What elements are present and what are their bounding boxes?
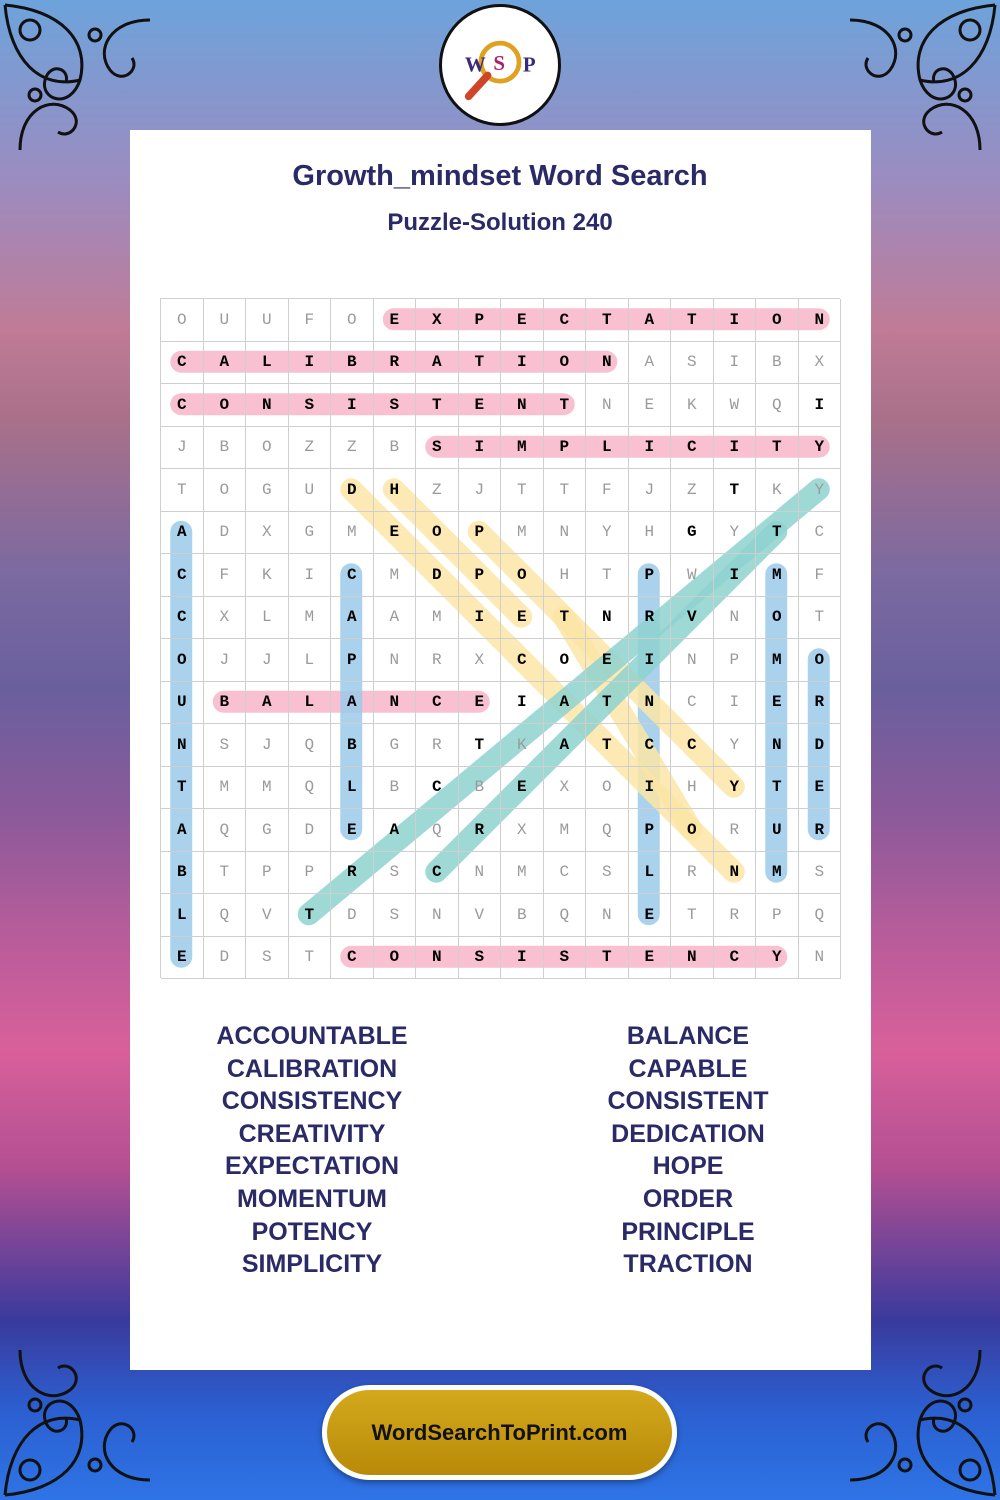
- grid-cell[interactable]: K: [756, 469, 799, 512]
- grid-cell[interactable]: R: [629, 597, 672, 640]
- grid-cell[interactable]: B: [374, 767, 417, 810]
- grid-cell[interactable]: Q: [416, 809, 459, 852]
- grid-cell[interactable]: Y: [714, 512, 757, 555]
- grid-cell[interactable]: R: [714, 809, 757, 852]
- grid-cell[interactable]: P: [459, 299, 502, 342]
- grid-cell[interactable]: O: [416, 512, 459, 555]
- grid-cell[interactable]: R: [331, 852, 374, 895]
- grid-cell[interactable]: R: [416, 724, 459, 767]
- grid-cell[interactable]: B: [756, 342, 799, 385]
- grid-cell[interactable]: B: [204, 427, 247, 470]
- word-item: TRACTION: [623, 1250, 753, 1279]
- grid-cell[interactable]: S: [544, 937, 587, 980]
- grid-cell[interactable]: P: [629, 554, 672, 597]
- word-item: POTENCY: [251, 1217, 373, 1246]
- grid-cell[interactable]: P: [629, 809, 672, 852]
- grid-cell[interactable]: A: [544, 682, 587, 725]
- grid-cell[interactable]: E: [459, 384, 502, 427]
- grid-cell[interactable]: T: [544, 384, 587, 427]
- grid-cell[interactable]: S: [204, 724, 247, 767]
- grid-cell[interactable]: M: [756, 554, 799, 597]
- grid-cell[interactable]: E: [161, 937, 204, 980]
- grid-cell[interactable]: N: [586, 342, 629, 385]
- grid-cell[interactable]: R: [799, 682, 842, 725]
- grid-cell[interactable]: B: [459, 767, 502, 810]
- grid-cell[interactable]: L: [161, 894, 204, 937]
- grid-cell[interactable]: N: [714, 852, 757, 895]
- grid-cell[interactable]: E: [501, 597, 544, 640]
- grid-cell[interactable]: X: [544, 767, 587, 810]
- grid-cell[interactable]: B: [331, 724, 374, 767]
- grid-cell[interactable]: P: [714, 639, 757, 682]
- grid-cell[interactable]: C: [544, 852, 587, 895]
- grid-cell[interactable]: T: [714, 469, 757, 512]
- grid-cell[interactable]: K: [671, 384, 714, 427]
- page-subtitle: Puzzle-Solution 240: [387, 209, 613, 236]
- grid-cell[interactable]: D: [331, 469, 374, 512]
- grid-cell[interactable]: O: [756, 299, 799, 342]
- grid-cell[interactable]: Y: [756, 937, 799, 980]
- grid-cell[interactable]: G: [374, 724, 417, 767]
- grid-cell[interactable]: C: [161, 384, 204, 427]
- grid-cell[interactable]: N: [586, 894, 629, 937]
- grid-cell[interactable]: G: [671, 512, 714, 555]
- grid-cell[interactable]: D: [204, 937, 247, 980]
- grid-cell[interactable]: Q: [799, 894, 842, 937]
- grid-cell[interactable]: X: [416, 299, 459, 342]
- logo-letter-w: W: [464, 52, 486, 77]
- grid-cell[interactable]: O: [544, 342, 587, 385]
- grid-cell[interactable]: X: [459, 639, 502, 682]
- grid-cell[interactable]: H: [629, 512, 672, 555]
- grid-cell[interactable]: J: [161, 427, 204, 470]
- grid-cell[interactable]: L: [629, 852, 672, 895]
- grid-cell[interactable]: Q: [204, 894, 247, 937]
- grid-cell[interactable]: E: [374, 512, 417, 555]
- grid-cell[interactable]: O: [756, 597, 799, 640]
- grid-cell[interactable]: S: [416, 427, 459, 470]
- grid-cell[interactable]: T: [671, 894, 714, 937]
- grid-cell[interactable]: Q: [586, 809, 629, 852]
- word-list-right: [538, 1020, 838, 1281]
- grid-cell[interactable]: E: [331, 809, 374, 852]
- grid-cell[interactable]: T: [586, 682, 629, 725]
- grid-cell[interactable]: M: [246, 767, 289, 810]
- grid-cell[interactable]: D: [416, 554, 459, 597]
- grid-cell[interactable]: O: [204, 384, 247, 427]
- grid-cell[interactable]: I: [501, 937, 544, 980]
- grid-cell[interactable]: O: [586, 767, 629, 810]
- grid-cell[interactable]: Y: [799, 469, 842, 512]
- word-search-grid: [160, 298, 840, 978]
- grid-cell[interactable]: J: [459, 469, 502, 512]
- grid-cell[interactable]: T: [544, 597, 587, 640]
- grid-cell[interactable]: X: [204, 597, 247, 640]
- grid-cell[interactable]: A: [161, 512, 204, 555]
- logo-letter-p: P: [522, 52, 536, 77]
- grid-cell[interactable]: R: [374, 342, 417, 385]
- grid-cell[interactable]: T: [204, 852, 247, 895]
- grid-cell[interactable]: G: [246, 469, 289, 512]
- grid-cell[interactable]: T: [586, 937, 629, 980]
- grid-cell[interactable]: M: [501, 427, 544, 470]
- grid-cell[interactable]: R: [671, 852, 714, 895]
- grid-cell[interactable]: M: [289, 597, 332, 640]
- grid-cell[interactable]: C: [671, 682, 714, 725]
- grid-cell[interactable]: I: [501, 682, 544, 725]
- word-item: PRINCIPLE: [621, 1217, 755, 1246]
- grid-cell[interactable]: T: [416, 384, 459, 427]
- grid-cell[interactable]: C: [331, 937, 374, 980]
- grid-cell[interactable]: N: [586, 384, 629, 427]
- grid-cell[interactable]: A: [416, 342, 459, 385]
- grid-cell[interactable]: F: [586, 469, 629, 512]
- logo-letter-s: S: [493, 50, 505, 75]
- grid-cell[interactable]: O: [799, 639, 842, 682]
- grid-cell[interactable]: P: [331, 639, 374, 682]
- grid-cell[interactable]: O: [331, 299, 374, 342]
- grid-cell[interactable]: N: [799, 937, 842, 980]
- grid-cell[interactable]: T: [756, 427, 799, 470]
- letter-cells: [160, 298, 840, 978]
- grid-cell[interactable]: T: [289, 894, 332, 937]
- grid-cell[interactable]: R: [459, 809, 502, 852]
- grid-cell[interactable]: E: [799, 767, 842, 810]
- grid-cell[interactable]: M: [756, 852, 799, 895]
- grid-cell[interactable]: A: [629, 299, 672, 342]
- grid-cell[interactable]: M: [416, 597, 459, 640]
- grid-cell[interactable]: N: [374, 682, 417, 725]
- grid-cell[interactable]: G: [246, 809, 289, 852]
- grid-cell[interactable]: A: [544, 724, 587, 767]
- magnifier-logo-icon: [442, 7, 558, 123]
- grid-cell[interactable]: V: [459, 894, 502, 937]
- grid-cell[interactable]: V: [671, 597, 714, 640]
- grid-cell[interactable]: O: [374, 937, 417, 980]
- grid-cell[interactable]: E: [756, 682, 799, 725]
- grid-cell[interactable]: S: [289, 384, 332, 427]
- grid-cell[interactable]: K: [246, 554, 289, 597]
- grid-cell[interactable]: Y: [714, 724, 757, 767]
- grid-cell[interactable]: M: [204, 767, 247, 810]
- grid-cell[interactable]: C: [416, 682, 459, 725]
- grid-cell[interactable]: L: [289, 682, 332, 725]
- grid-cell[interactable]: Y: [586, 512, 629, 555]
- grid-cell[interactable]: P: [459, 512, 502, 555]
- grid-cell[interactable]: A: [161, 809, 204, 852]
- grid-cell[interactable]: D: [289, 809, 332, 852]
- grid-cell[interactable]: Y: [799, 427, 842, 470]
- grid-cell[interactable]: A: [246, 682, 289, 725]
- grid-cell[interactable]: T: [289, 937, 332, 980]
- grid-cell[interactable]: U: [246, 299, 289, 342]
- grid-cell[interactable]: V: [246, 894, 289, 937]
- grid-cell[interactable]: I: [714, 554, 757, 597]
- grid-cell[interactable]: L: [331, 767, 374, 810]
- site-link-label: WordSearchToPrint.com: [371, 1419, 628, 1445]
- grid-cell[interactable]: N: [714, 597, 757, 640]
- grid-cell[interactable]: M: [501, 852, 544, 895]
- word-item: CONSISTENT: [607, 1087, 769, 1116]
- grid-cell[interactable]: C: [799, 512, 842, 555]
- word-item: ACCOUNTABLE: [216, 1022, 408, 1050]
- grid-cell[interactable]: E: [629, 894, 672, 937]
- grid-cell[interactable]: N: [374, 639, 417, 682]
- grid-cell[interactable]: A: [331, 597, 374, 640]
- grid-cell[interactable]: S: [586, 852, 629, 895]
- grid-cell[interactable]: Q: [289, 767, 332, 810]
- grid-cell[interactable]: M: [756, 639, 799, 682]
- grid-cell[interactable]: E: [501, 767, 544, 810]
- grid-cell[interactable]: N: [586, 597, 629, 640]
- grid-cell[interactable]: I: [289, 554, 332, 597]
- grid-cell[interactable]: U: [161, 682, 204, 725]
- grid-cell[interactable]: I: [459, 427, 502, 470]
- grid-cell[interactable]: S: [246, 937, 289, 980]
- grid-cell[interactable]: E: [374, 299, 417, 342]
- grid-cell[interactable]: M: [544, 809, 587, 852]
- grid-cell[interactable]: O: [246, 427, 289, 470]
- grid-cell[interactable]: K: [501, 724, 544, 767]
- grid-cell[interactable]: N: [544, 512, 587, 555]
- grid-cell[interactable]: T: [161, 767, 204, 810]
- grid-cell[interactable]: O: [161, 299, 204, 342]
- grid-cell[interactable]: T: [586, 299, 629, 342]
- word-item: ORDER: [642, 1184, 734, 1213]
- grid-cell[interactable]: R: [714, 894, 757, 937]
- grid-cell[interactable]: N: [799, 299, 842, 342]
- grid-cell[interactable]: T: [586, 554, 629, 597]
- grid-cell[interactable]: J: [246, 724, 289, 767]
- grid-cell[interactable]: A: [629, 342, 672, 385]
- grid-cell[interactable]: I: [714, 427, 757, 470]
- grid-cell[interactable]: T: [799, 597, 842, 640]
- grid-cell[interactable]: H: [374, 469, 417, 512]
- grid-cell[interactable]: Q: [204, 809, 247, 852]
- grid-cell[interactable]: U: [756, 809, 799, 852]
- grid-cell[interactable]: Z: [671, 469, 714, 512]
- grid-cell[interactable]: O: [671, 809, 714, 852]
- grid-cell[interactable]: T: [459, 342, 502, 385]
- grid-cell[interactable]: L: [246, 597, 289, 640]
- grid-cell[interactable]: W: [671, 554, 714, 597]
- grid-cell[interactable]: T: [756, 512, 799, 555]
- grid-cell[interactable]: S: [671, 342, 714, 385]
- grid-cell[interactable]: S: [459, 937, 502, 980]
- grid-cell[interactable]: I: [714, 299, 757, 342]
- grid-cell[interactable]: X: [501, 809, 544, 852]
- grid-cell[interactable]: I: [714, 342, 757, 385]
- grid-cell[interactable]: J: [629, 469, 672, 512]
- grid-cell[interactable]: Z: [416, 469, 459, 512]
- word-item: CONSISTENCY: [221, 1087, 403, 1116]
- grid-cell[interactable]: A: [331, 682, 374, 725]
- grid-cell[interactable]: N: [671, 937, 714, 980]
- grid-cell[interactable]: U: [289, 469, 332, 512]
- grid-cell[interactable]: C: [671, 724, 714, 767]
- grid-cell[interactable]: I: [331, 384, 374, 427]
- grid-cell[interactable]: T: [586, 724, 629, 767]
- grid-cell[interactable]: A: [204, 342, 247, 385]
- grid-cell[interactable]: R: [799, 809, 842, 852]
- grid-cell[interactable]: Y: [714, 767, 757, 810]
- grid-cell[interactable]: X: [799, 342, 842, 385]
- grid-cell[interactable]: I: [799, 384, 842, 427]
- word-list-left: [162, 1020, 462, 1281]
- grid-cell[interactable]: M: [331, 512, 374, 555]
- grid-cell[interactable]: C: [161, 342, 204, 385]
- grid-cell[interactable]: O: [544, 639, 587, 682]
- grid-cell[interactable]: X: [246, 512, 289, 555]
- grid-cell[interactable]: O: [204, 469, 247, 512]
- grid-cell[interactable]: T: [161, 469, 204, 512]
- grid-cell[interactable]: B: [374, 427, 417, 470]
- grid-cell[interactable]: C: [544, 299, 587, 342]
- grid-cell[interactable]: A: [374, 809, 417, 852]
- grid-cell[interactable]: M: [374, 554, 417, 597]
- grid-cell[interactable]: N: [459, 852, 502, 895]
- grid-cell[interactable]: N: [416, 937, 459, 980]
- wsp-logo[interactable]: [439, 4, 561, 126]
- grid-cell[interactable]: M: [501, 512, 544, 555]
- word-item: EXPECTATION: [224, 1152, 400, 1181]
- grid-cell[interactable]: F: [204, 554, 247, 597]
- grid-cell[interactable]: Z: [289, 427, 332, 470]
- grid-cell[interactable]: N: [246, 384, 289, 427]
- grid-cell[interactable]: R: [416, 639, 459, 682]
- grid-cell[interactable]: P: [459, 554, 502, 597]
- grid-cell[interactable]: C: [671, 427, 714, 470]
- grid-cell[interactable]: L: [586, 427, 629, 470]
- grid-cell[interactable]: D: [331, 894, 374, 937]
- grid-cell[interactable]: C: [331, 554, 374, 597]
- grid-cell[interactable]: U: [204, 299, 247, 342]
- grid-cell[interactable]: P: [246, 852, 289, 895]
- grid-cell[interactable]: N: [629, 682, 672, 725]
- grid-cell[interactable]: I: [501, 342, 544, 385]
- grid-cell[interactable]: Q: [289, 724, 332, 767]
- grid-cell[interactable]: F: [289, 299, 332, 342]
- grid-cell[interactable]: E: [629, 937, 672, 980]
- grid-cell[interactable]: Q: [544, 894, 587, 937]
- grid-cell[interactable]: D: [204, 512, 247, 555]
- grid-cell[interactable]: J: [246, 639, 289, 682]
- grid-cell[interactable]: C: [416, 767, 459, 810]
- grid-cell[interactable]: T: [756, 767, 799, 810]
- grid-cell[interactable]: P: [544, 427, 587, 470]
- grid-cell[interactable]: L: [289, 639, 332, 682]
- grid-cell[interactable]: L: [246, 342, 289, 385]
- grid-cell[interactable]: E: [459, 682, 502, 725]
- grid-cell[interactable]: B: [501, 894, 544, 937]
- grid-cell[interactable]: E: [629, 384, 672, 427]
- grid-cell[interactable]: T: [501, 469, 544, 512]
- grid-cell[interactable]: O: [161, 639, 204, 682]
- grid-cell[interactable]: N: [416, 894, 459, 937]
- grid-cell[interactable]: T: [459, 724, 502, 767]
- grid-cell[interactable]: E: [586, 639, 629, 682]
- grid-cell[interactable]: I: [459, 597, 502, 640]
- grid-cell[interactable]: T: [544, 469, 587, 512]
- grid-cell[interactable]: I: [629, 767, 672, 810]
- grid-cell[interactable]: S: [374, 894, 417, 937]
- grid-cell[interactable]: H: [671, 767, 714, 810]
- grid-cell[interactable]: C: [161, 554, 204, 597]
- grid-cell[interactable]: S: [374, 852, 417, 895]
- grid-cell[interactable]: N: [756, 724, 799, 767]
- site-link-button[interactable]: [322, 1385, 677, 1480]
- word-item: MOMENTUM: [237, 1184, 387, 1213]
- grid-cell[interactable]: N: [161, 724, 204, 767]
- grid-cell[interactable]: I: [289, 342, 332, 385]
- grid-cell[interactable]: I: [629, 639, 672, 682]
- page-title: Growth_mindset Word Search: [292, 160, 708, 192]
- grid-cell[interactable]: T: [671, 299, 714, 342]
- grid-cell[interactable]: Z: [331, 427, 374, 470]
- grid-cell[interactable]: D: [799, 724, 842, 767]
- grid-cell[interactable]: S: [374, 384, 417, 427]
- grid-cell[interactable]: P: [289, 852, 332, 895]
- grid-cell[interactable]: E: [501, 299, 544, 342]
- word-item: SIMPLICITY: [241, 1250, 383, 1279]
- grid-cell[interactable]: S: [799, 852, 842, 895]
- grid-cell[interactable]: C: [714, 937, 757, 980]
- grid-cell[interactable]: I: [714, 682, 757, 725]
- grid-cell[interactable]: P: [756, 894, 799, 937]
- grid-cell[interactable]: I: [629, 427, 672, 470]
- grid-cell[interactable]: C: [416, 852, 459, 895]
- grid-cell[interactable]: C: [501, 639, 544, 682]
- grid-cell[interactable]: C: [629, 724, 672, 767]
- grid-cell[interactable]: B: [161, 852, 204, 895]
- grid-cell[interactable]: F: [799, 554, 842, 597]
- grid-cell[interactable]: C: [161, 597, 204, 640]
- grid-cell[interactable]: O: [501, 554, 544, 597]
- word-item: HOPE: [652, 1152, 724, 1181]
- word-item: CALIBRATION: [226, 1054, 398, 1083]
- grid-cell[interactable]: N: [501, 384, 544, 427]
- word-item: BALANCE: [626, 1022, 750, 1050]
- grid-cell[interactable]: J: [204, 639, 247, 682]
- word-item: DEDICATION: [611, 1119, 765, 1148]
- grid-cell[interactable]: H: [544, 554, 587, 597]
- grid-cell[interactable]: G: [289, 512, 332, 555]
- grid-cell[interactable]: B: [204, 682, 247, 725]
- grid-cell[interactable]: W: [714, 384, 757, 427]
- grid-cell[interactable]: B: [331, 342, 374, 385]
- grid-cell[interactable]: N: [671, 639, 714, 682]
- word-item: CREATIVITY: [238, 1119, 386, 1148]
- grid-cell[interactable]: A: [374, 597, 417, 640]
- word-item: CAPABLE: [628, 1054, 748, 1083]
- grid-cell[interactable]: Q: [756, 384, 799, 427]
